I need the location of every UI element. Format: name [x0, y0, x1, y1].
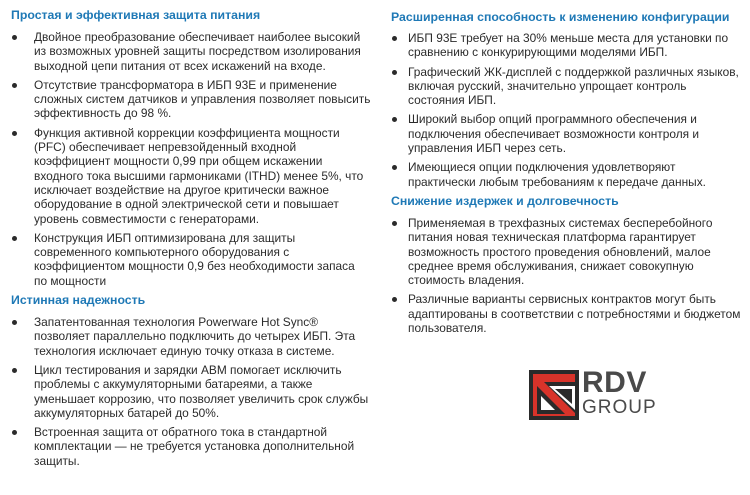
list-item: Имеющиеся опции подключения удовлетворяют практически любым требованиям к передаче данных.: [391, 160, 741, 189]
list-cost-reduction: [391, 216, 741, 335]
list-item: Двойное преобразование обеспечивает наиболее высокий из возможных уровней защиты посредством изолирования выходной цепи питания от всех искажений на входе.: [11, 30, 371, 73]
logo-wordmark: RDV: [582, 366, 647, 399]
rdv-group-logo: [529, 366, 729, 425]
list-item: Различные варианты сервисных контрактов могут быть адаптированы в соответствии с потребностями и бюджетом пользователя.: [391, 292, 741, 335]
list-item: Функция активной коррекции коэффициента мощности (PFC) обеспечивает непревзойденный входной коэффициент мощности 0,99 при общем искажении входного тока высшими гармониками (ITHD) менее 5%, что исключает воздействие на другое критически важное оборудование в одной электрической сети и повышает уровень совместимости с генераторами.: [11, 126, 371, 226]
heading-configuration: Расширенная способность к изменению конфигурации: [391, 10, 730, 24]
left-column: [11, 0, 371, 473]
list-item: Цикл тестирования и зарядки ABM помогает исключить проблемы с аккумуляторными батареями, а также уменьшает коррозию, что позволяет увеличить срок службы аккумуляторных батарей до 50%.: [11, 363, 371, 420]
right-column: [391, 0, 741, 340]
heading-simple-protection: Простая и эффективная защита питания: [11, 8, 261, 22]
logo-tagline: GROUP: [582, 397, 657, 418]
list-item: Отсутствие трансформатора в ИБП 93Е и применение сложных систем датчиков и управления позволяет повысить эффективность до 98 %.: [11, 78, 371, 121]
list-simple-protection: [11, 30, 371, 288]
list-true-reliability: [11, 315, 371, 468]
list-item: Запатентованная технология Powerware Hot Sync® позволяет параллельно подключить до четырех ИБП. Эта технология исключает единую точку отказа в системе.: [11, 315, 371, 358]
list-configuration: [391, 31, 741, 189]
list-item: Конструкция ИБП оптимизирована для защиты современного компьютерного оборудования с коэффициентом мощности 0,9 без необходимости запаса по мощности: [11, 231, 371, 288]
list-item: Графический ЖК-дисплей с поддержкой различных языков, включая русский, значительно упрощает контроль состояния ИБП.: [391, 65, 741, 108]
heading-cost-reduction: Снижение издержек и долговечность: [391, 193, 619, 208]
list-item: Применяемая в трехфазных системах бесперебойного питания новая техническая платформа гарантирует возможность простого проведения обновлений, малое среднее время обслуживания, снижает совокупную стоимость владения.: [391, 216, 741, 287]
heading-true-reliability: Истинная надежность: [11, 293, 146, 308]
list-item: Встроенная защита от обратного тока в стандартной комплектации — не требуется установка дополнительной защиты.: [11, 425, 371, 468]
rdv-logo-mark-icon: [529, 370, 579, 420]
list-item: Широкий выбор опций программного обеспечения и подключения обеспечивает возможности контроля и управления ИБП через сеть.: [391, 112, 741, 155]
list-item: ИБП 93Е требует на 30% меньше места для установки по сравнению с конкурирующими моделями ИБП.: [391, 31, 741, 60]
